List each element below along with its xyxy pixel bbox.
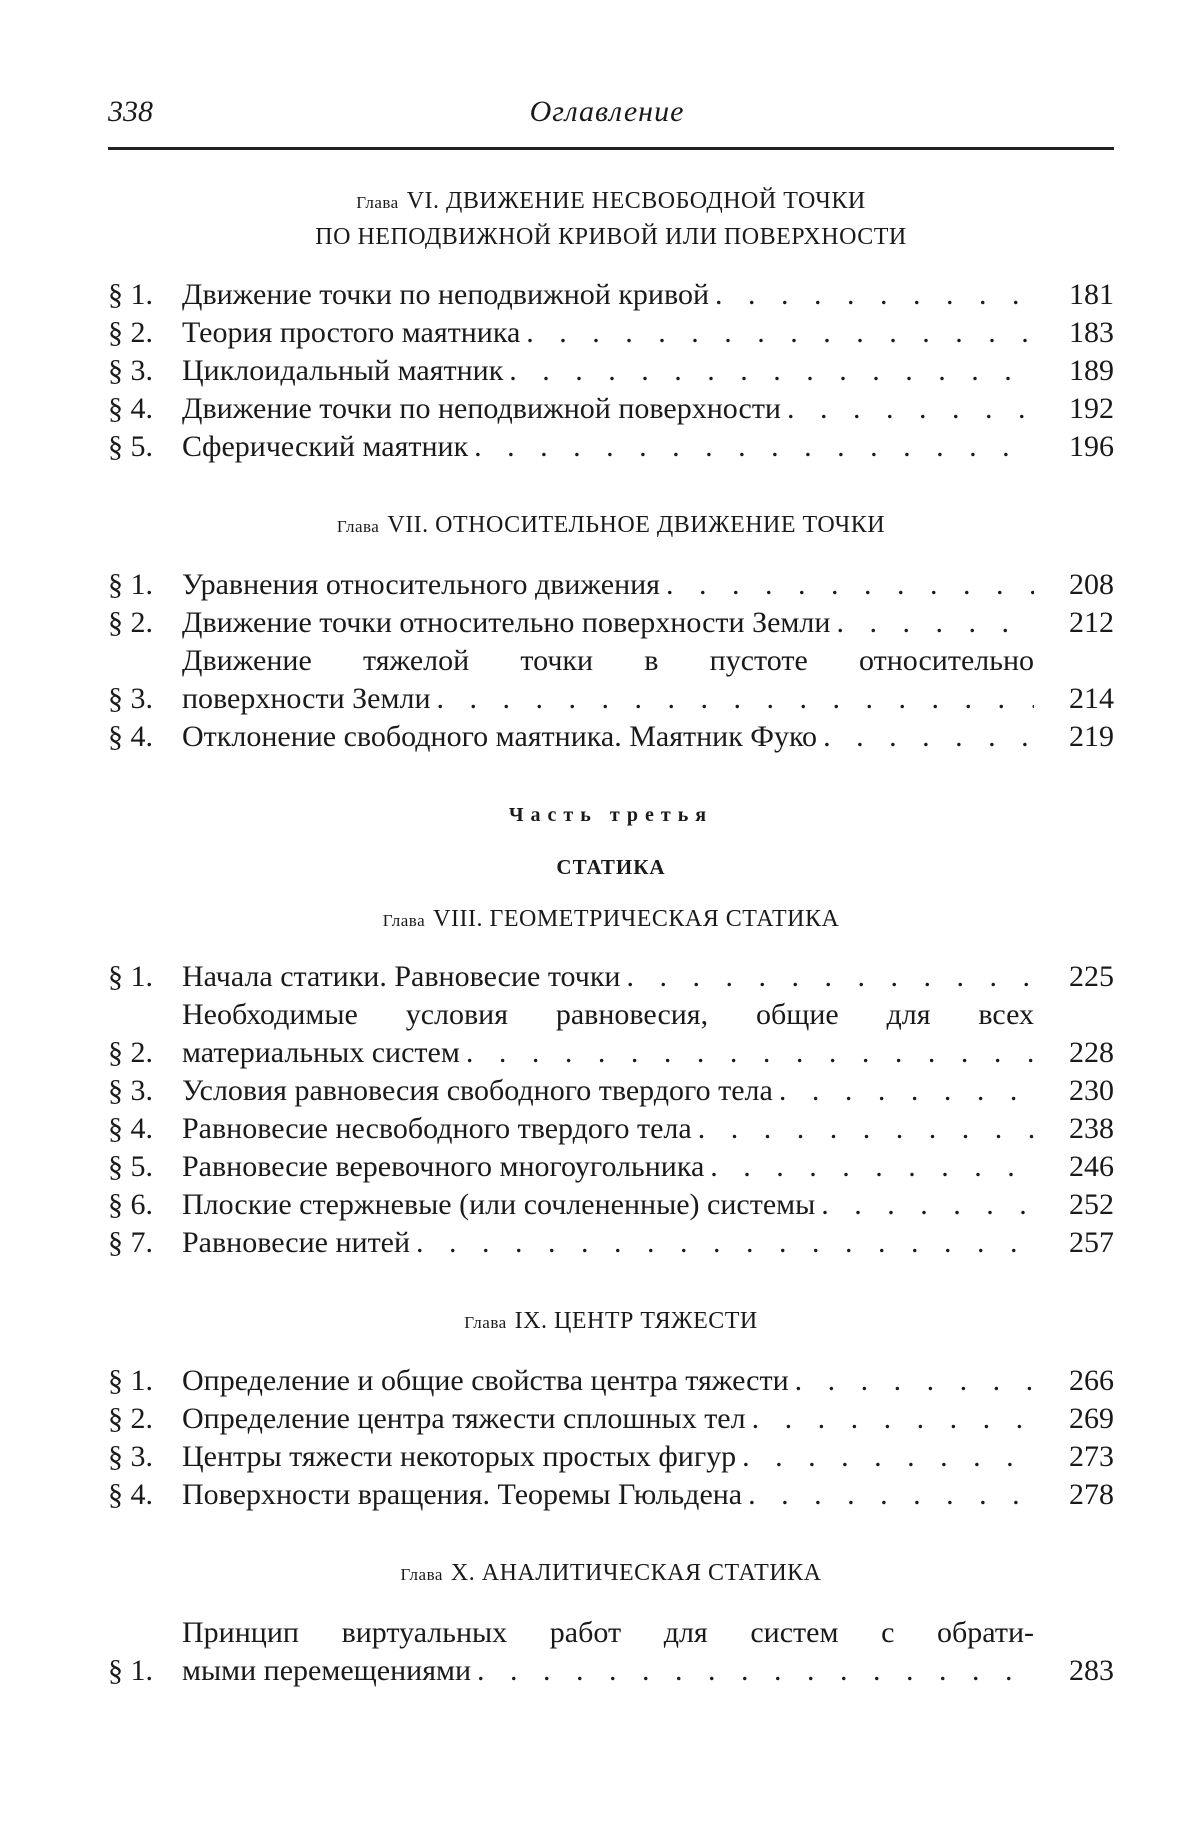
section-number: § 5. — [108, 1150, 153, 1183]
entry-title — [182, 1072, 1034, 1110]
chapter-title-text: VII. ОТНОСИТЕЛЬНОЕ ДВИЖЕНИЕ ТОЧКИ — [387, 512, 886, 538]
entry-title — [182, 1224, 1034, 1262]
page-reference: 257 — [1069, 1226, 1114, 1259]
entry-title — [182, 1438, 1034, 1476]
toc-entry — [108, 958, 1114, 996]
dot-leader — [477, 1652, 1034, 1690]
entry-title-text: Условия равновесия свободного твердого тела — [182, 1074, 773, 1107]
page-number: 338 — [108, 95, 153, 128]
dot-leader — [466, 1034, 1034, 1072]
dot-leader — [416, 1224, 1034, 1262]
chapter-title-line — [108, 1304, 1114, 1340]
section-number: § 7. — [108, 1226, 153, 1259]
page-reference: 212 — [1069, 606, 1114, 639]
toc-entry — [108, 314, 1114, 352]
toc-entry — [108, 1614, 1114, 1690]
section-number: § 4. — [108, 1112, 153, 1145]
entry-title-line: Движение тяжелой точки в пустоте относительно — [182, 644, 1034, 677]
chapter-title-line — [108, 1556, 1114, 1592]
chapter-9 — [108, 1304, 1114, 1514]
page-reference: 228 — [1069, 1036, 1114, 1069]
toc-entry — [108, 1110, 1114, 1148]
entry-last-line — [182, 566, 1034, 604]
entry-last-line — [182, 1072, 1034, 1110]
dot-leader — [821, 1186, 1034, 1224]
dot-leader — [509, 352, 1034, 390]
chapter-label: Глава — [464, 1313, 507, 1332]
entry-last-line — [182, 1034, 1034, 1072]
entry-last-line — [182, 1438, 1034, 1476]
section-number: § 3. — [108, 354, 153, 387]
page-reference: 214 — [1069, 682, 1114, 715]
entry-title — [182, 1476, 1034, 1514]
entry-title — [182, 428, 1034, 466]
toc-list — [108, 1362, 1114, 1514]
dot-leader — [787, 390, 1034, 428]
entry-last-line — [182, 604, 1034, 642]
page-reference: 252 — [1069, 1188, 1114, 1221]
section-number: § 4. — [108, 1478, 153, 1511]
toc-entry — [108, 390, 1114, 428]
entry-title — [182, 276, 1034, 314]
toc-entry — [108, 1362, 1114, 1400]
entry-title-text: Поверхности вращения. Теоремы Гюльдена — [182, 1478, 743, 1511]
entry-title-text: Плоские стержневые (или сочлененные) системы — [182, 1188, 816, 1221]
entry-last-line — [182, 1148, 1034, 1186]
dot-leader — [715, 276, 1034, 314]
dot-leader — [666, 566, 1034, 604]
page-reference: 283 — [1069, 1654, 1114, 1687]
chapter-title-text: VI. ДВИЖЕНИЕ НЕСВОБОДНОЙ ТОЧКИ — [406, 188, 866, 214]
entry-last-line — [182, 352, 1034, 390]
toc-entry — [108, 428, 1114, 466]
section-number: § 2. — [108, 606, 153, 639]
page-reference: 269 — [1069, 1402, 1114, 1435]
toc-list — [108, 1614, 1114, 1690]
chapter-heading — [108, 184, 1114, 254]
chapter-6 — [108, 184, 1114, 466]
page-reference: 183 — [1069, 316, 1114, 349]
entry-title-text: Движение точки по неподвижной поверхности — [182, 392, 781, 425]
entry-title-text: Равновесие нитей — [182, 1226, 411, 1259]
section-number: § 1. — [108, 568, 153, 601]
entry-title — [182, 1110, 1034, 1148]
chapter-8 — [108, 902, 1114, 1262]
chapter-title-line — [108, 508, 1114, 544]
section-number: § 1. — [108, 278, 153, 311]
section-number: § 3. — [108, 1440, 153, 1473]
toc-entry — [108, 996, 1114, 1072]
section-number: § 4. — [108, 720, 153, 753]
entry-title-text: Определение центра тяжести сплошных тел — [182, 1402, 746, 1435]
chapter-label: Глава — [400, 1565, 443, 1584]
chapter-label: Глава — [382, 911, 426, 930]
section-number: § 2. — [108, 1036, 153, 1069]
entry-title — [182, 1362, 1034, 1400]
running-head — [100, 95, 1114, 139]
chapter-7 — [108, 508, 1114, 756]
dot-leader — [710, 1148, 1034, 1186]
entry-title-text: Движение точки относительно поверхности Земли — [182, 606, 831, 639]
page-reference: 208 — [1069, 568, 1114, 601]
entry-title — [182, 718, 1034, 756]
entry-title-text: Уравнения относительного движения — [182, 568, 660, 601]
chapter-label: Глава — [356, 193, 399, 212]
entry-title — [182, 1614, 1034, 1690]
entry-title-text: мыми перемещениями — [182, 1654, 472, 1687]
entry-title-text: Теория простого маятника — [182, 316, 521, 349]
entry-title — [182, 1400, 1034, 1438]
toc-list — [108, 276, 1114, 466]
toc-entry — [108, 1400, 1114, 1438]
toc-entry — [108, 604, 1114, 642]
dot-leader — [795, 1362, 1034, 1400]
toc-entry — [108, 718, 1114, 756]
dot-leader — [474, 428, 1034, 466]
toc-entry — [108, 1072, 1114, 1110]
entry-last-line — [182, 1652, 1034, 1690]
section-number: § 3. — [108, 682, 153, 715]
entry-title-text: Центры тяжести некоторых простых фигур — [182, 1440, 737, 1473]
part-title: СТАТИКА — [556, 855, 666, 879]
entry-title-text: Движение точки по неподвижной кривой — [182, 278, 709, 311]
entry-last-line — [182, 958, 1034, 996]
part-block — [108, 804, 1114, 880]
entry-title — [182, 352, 1034, 390]
entry-title — [182, 642, 1034, 718]
dot-leader — [698, 1110, 1034, 1148]
dot-leader — [626, 958, 1034, 996]
toc-list — [108, 958, 1114, 1262]
page-reference: 196 — [1069, 430, 1114, 463]
dot-leader — [836, 604, 1034, 642]
section-number: § 5. — [108, 430, 153, 463]
chapter-title-line — [108, 184, 1114, 220]
entry-title — [182, 958, 1034, 996]
section-number: § 1. — [108, 1364, 153, 1397]
entry-title-text: Циклоидальный маятник — [182, 354, 504, 387]
toc-entry — [108, 1186, 1114, 1224]
page-reference: 230 — [1069, 1074, 1114, 1107]
chapter-title-text: X. АНАЛИТИЧЕСКАЯ СТАТИКА — [450, 1560, 822, 1586]
dot-leader — [779, 1072, 1034, 1110]
entry-title-text: поверхности Земли — [182, 682, 431, 715]
section-number: § 1. — [108, 960, 153, 993]
entry-title-text: Равновесие несвободного твердого тела — [182, 1112, 692, 1145]
entry-last-line — [182, 1476, 1034, 1514]
chapter-title-text: ПО НЕПОДВИЖНОЙ КРИВОЙ ИЛИ ПОВЕРХНОСТИ — [315, 224, 907, 250]
entry-last-line — [182, 680, 1034, 718]
chapter-heading — [108, 1556, 1114, 1592]
dot-leader — [526, 314, 1034, 352]
chapter-title-text: IX. ЦЕНТР ТЯЖЕСТИ — [514, 1308, 758, 1334]
section-number: § 2. — [108, 316, 153, 349]
page-reference: 246 — [1069, 1150, 1114, 1183]
chapter-title-line — [108, 220, 1114, 254]
section-number: § 3. — [108, 1074, 153, 1107]
entry-title-line: Принцип виртуальных работ для систем с обрати- — [182, 1616, 1034, 1649]
dot-leader — [823, 718, 1034, 756]
toc-entry — [108, 566, 1114, 604]
entry-last-line — [182, 1400, 1034, 1438]
toc-entry — [108, 1476, 1114, 1514]
dot-leader — [742, 1438, 1034, 1476]
toc-entry — [108, 1148, 1114, 1186]
toc-entry — [108, 1438, 1114, 1476]
entry-title-text: Отклонение свободного маятника. Маятник Фуко — [182, 720, 818, 753]
entry-last-line — [182, 428, 1034, 466]
dot-leader — [437, 680, 1035, 718]
entry-last-line — [182, 1186, 1034, 1224]
entry-title — [182, 1186, 1034, 1224]
entry-title — [182, 566, 1034, 604]
page-reference: 219 — [1069, 720, 1114, 753]
entry-title-text: Сферический маятник — [182, 430, 469, 463]
toc-entry — [108, 1224, 1114, 1262]
entry-title-text: материальных систем — [182, 1036, 460, 1069]
page-reference: 266 — [1069, 1364, 1114, 1397]
entry-last-line — [182, 1224, 1034, 1262]
chapter-label: Глава — [336, 517, 380, 536]
entry-title — [182, 604, 1034, 642]
entry-title-text: Равновесие веревочного многоугольника — [182, 1150, 705, 1183]
section-number: § 2. — [108, 1402, 153, 1435]
toc-entry — [108, 352, 1114, 390]
entry-title-line: Необходимые условия равновесия, общие для всех — [182, 998, 1034, 1031]
page-reference: 238 — [1069, 1112, 1114, 1145]
entry-title — [182, 390, 1034, 428]
page-reference: 273 — [1069, 1440, 1114, 1473]
chapter-title-text: VIII. ГЕОМЕТРИЧЕСКАЯ СТАТИКА — [433, 906, 840, 932]
entry-last-line — [182, 276, 1034, 314]
toc-entry — [108, 276, 1114, 314]
dot-leader — [752, 1400, 1034, 1438]
chapter-10 — [108, 1556, 1114, 1690]
entry-title — [182, 996, 1034, 1072]
chapter-heading — [108, 902, 1114, 938]
header-rule — [108, 147, 1114, 150]
section-number: § 6. — [108, 1188, 153, 1221]
chapter-title-line — [108, 902, 1114, 938]
page-reference: 181 — [1069, 278, 1114, 311]
entry-title-text: Начала статики. Равновесие точки — [182, 960, 621, 993]
toc-entry — [108, 642, 1114, 718]
page-reference: 189 — [1069, 354, 1114, 387]
section-number: § 4. — [108, 392, 153, 425]
section-number: § 1. — [108, 1654, 153, 1687]
entry-last-line — [182, 1362, 1034, 1400]
entry-last-line — [182, 1110, 1034, 1148]
page-reference: 278 — [1069, 1478, 1114, 1511]
entry-title — [182, 1148, 1034, 1186]
page-reference: 225 — [1069, 960, 1114, 993]
entry-last-line — [182, 718, 1034, 756]
dot-leader — [748, 1476, 1034, 1514]
running-title: Оглавление — [529, 95, 685, 128]
part-label: Часть третья — [508, 804, 714, 826]
entry-title — [182, 314, 1034, 352]
chapter-heading — [108, 1304, 1114, 1340]
page-reference: 192 — [1069, 392, 1114, 425]
entry-last-line — [182, 314, 1034, 352]
entry-last-line — [182, 390, 1034, 428]
chapter-heading — [108, 508, 1114, 544]
entry-title-text: Определение и общие свойства центра тяжести — [182, 1364, 789, 1397]
toc-list — [108, 566, 1114, 756]
